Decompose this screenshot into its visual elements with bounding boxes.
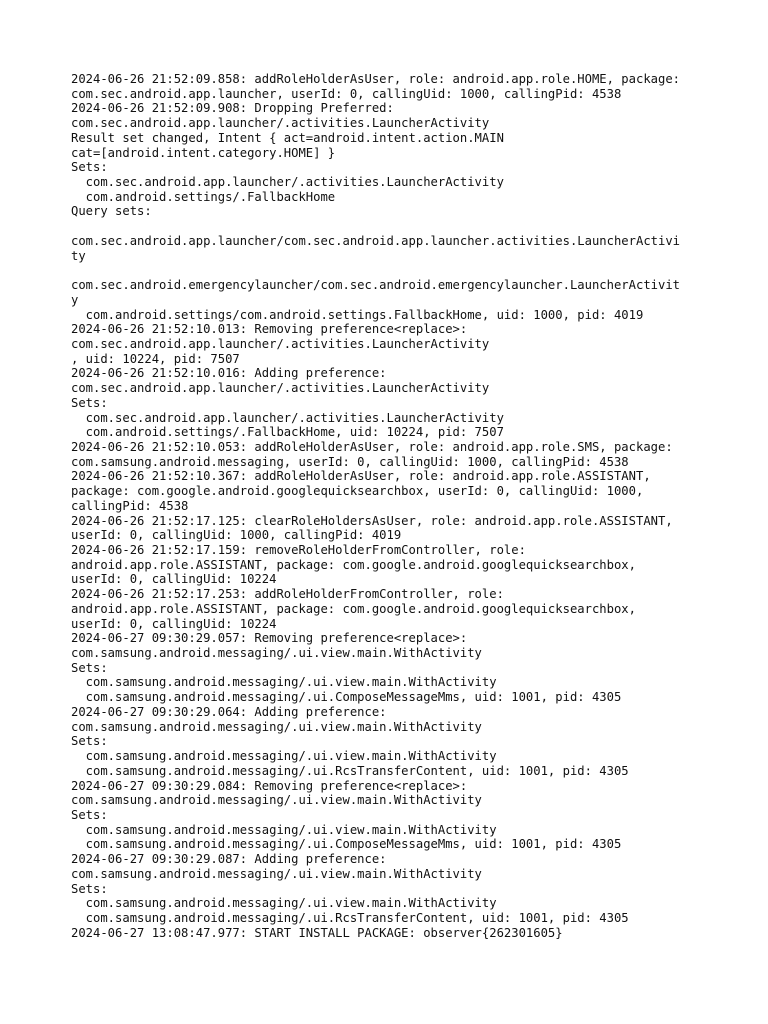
log-line: com.sec.android.app.launcher/com.sec.android.app.launcher.activities.LauncherActivi bbox=[71, 233, 681, 248]
log-line: Sets: bbox=[71, 881, 108, 896]
log-line: 2024-06-27 09:30:29.084: Removing preference<replace>: bbox=[71, 778, 468, 793]
log-line: 2024-06-27 09:30:29.057: Removing preference<replace>: bbox=[71, 631, 468, 646]
log-line: 2024-06-26 21:52:09.908: Dropping Preferred: bbox=[71, 101, 394, 116]
log-line: userId: 0, callingUid: 10224 bbox=[71, 616, 277, 631]
log-line: 2024-06-26 21:52:17.253: addRoleHolderFromController, role: bbox=[71, 587, 504, 602]
log-line: com.samsung.android.messaging/.ui.ComposeMessageMms, uid: 1001, pid: 4305 bbox=[71, 690, 622, 705]
log-line: com.samsung.android.messaging/.ui.view.main.WithActivity bbox=[71, 793, 482, 808]
log-line: Sets: bbox=[71, 160, 108, 175]
log-line bbox=[71, 219, 711, 234]
log-line: 2024-06-26 21:52:17.159: removeRoleHolderFromController, role: bbox=[71, 543, 526, 557]
log-line: y bbox=[71, 292, 79, 307]
log-line: com.sec.android.app.launcher/.activities.LauncherActivity bbox=[71, 116, 490, 131]
log-line: com.samsung.android.messaging/.ui.view.main.WithActivity bbox=[71, 822, 497, 837]
log-line: com.android.settings/.FallbackHome, uid: 10224, pid: 7507 bbox=[71, 425, 504, 440]
log-line: com.samsung.android.messaging/.ui.view.main.WithActivity bbox=[71, 675, 497, 690]
log-line: userId: 0, callingUid: 1000, callingPid: 4019 bbox=[71, 528, 402, 543]
log-line: 2024-06-27 09:30:29.064: Adding preference: bbox=[71, 704, 387, 719]
log-line: 2024-06-27 09:30:29.087: Adding preference: bbox=[71, 852, 387, 867]
log-line: 2024-06-27 13:08:47.977: START INSTALL PACKAGE: observer{262301605} bbox=[71, 925, 563, 940]
log-line: 2024-06-26 21:52:10.367: addRoleHolderAsUser, role: android.app.role.ASSISTANT, bbox=[71, 469, 651, 484]
log-line: 2024-06-26 21:52:10.053: addRoleHolderAsUser, role: android.app.role.SMS, package: bbox=[71, 439, 673, 454]
log-line: com.android.settings/.FallbackHome bbox=[71, 189, 336, 204]
log-line: com.sec.android.app.launcher/.activities.LauncherActivity bbox=[71, 410, 504, 425]
log-line: cat=[android.intent.category.HOME] } bbox=[71, 145, 336, 160]
log-line: com.sec.android.app.launcher, userId: 0, callingUid: 1000, callingPid: 4538 bbox=[71, 86, 622, 101]
log-line: 2024-06-26 21:52:09.858: addRoleHolderAsUser, role: android.app.role.HOME, package: bbox=[71, 72, 681, 86]
log-line: Sets: bbox=[71, 395, 108, 410]
log-line: 2024-06-26 21:52:10.016: Adding preference: bbox=[71, 366, 387, 381]
log-line: com.android.settings/com.android.settings.FallbackHome, uid: 1000, pid: 4019 bbox=[71, 307, 644, 322]
log-document bbox=[71, 72, 711, 940]
log-line bbox=[71, 263, 711, 278]
log-line: com.sec.android.app.launcher/.activities.LauncherActivity bbox=[71, 336, 490, 351]
log-line: com.samsung.android.messaging/.ui.view.main.WithActivity bbox=[71, 866, 482, 881]
log-line: com.samsung.android.messaging/.ui.ComposeMessageMms, uid: 1001, pid: 4305 bbox=[71, 837, 622, 852]
log-line: Sets: bbox=[71, 660, 108, 675]
log-line: com.sec.android.app.launcher/.activities.LauncherActivity bbox=[71, 381, 490, 396]
log-line: userId: 0, callingUid: 10224 bbox=[71, 572, 277, 587]
log-line: Query sets: bbox=[71, 204, 152, 219]
log-line: com.samsung.android.messaging/.ui.view.main.WithActivity bbox=[71, 749, 497, 764]
log-line: 2024-06-26 21:52:17.125: clearRoleHoldersAsUser, role: android.app.role.ASSISTANT, bbox=[71, 513, 673, 528]
log-line: android.app.role.ASSISTANT, package: com.google.android.googlequicksearchbox, bbox=[71, 557, 636, 572]
log-line: com.samsung.android.messaging/.ui.view.main.WithActivity bbox=[71, 646, 482, 661]
log-line: ty bbox=[71, 248, 86, 263]
log-line: Sets: bbox=[71, 734, 108, 749]
log-line: Sets: bbox=[71, 807, 108, 822]
log-line: com.sec.android.app.launcher/.activities.LauncherActivity bbox=[71, 175, 504, 190]
log-line: com.samsung.android.messaging/.ui.view.main.WithActivity bbox=[71, 719, 482, 734]
log-line: com.samsung.android.messaging/.ui.view.main.WithActivity bbox=[71, 896, 497, 911]
log-line: 2024-06-26 21:52:10.013: Removing preference<replace>: bbox=[71, 322, 468, 337]
log-line: , uid: 10224, pid: 7507 bbox=[71, 351, 240, 366]
log-line: com.samsung.android.messaging/.ui.RcsTransferContent, uid: 1001, pid: 4305 bbox=[71, 763, 629, 778]
log-line: package: com.google.android.googlequicksearchbox, userId: 0, callingUid: 1000, bbox=[71, 484, 644, 499]
log-line: callingPid: 4538 bbox=[71, 498, 189, 513]
log-line: com.sec.android.emergencylauncher/com.sec.android.emergencylauncher.LauncherActivit bbox=[71, 278, 681, 293]
log-line: android.app.role.ASSISTANT, package: com.google.android.googlequicksearchbox, bbox=[71, 601, 636, 616]
log-line: com.samsung.android.messaging/.ui.RcsTransferContent, uid: 1001, pid: 4305 bbox=[71, 910, 629, 925]
log-line: com.samsung.android.messaging, userId: 0, callingUid: 1000, callingPid: 4538 bbox=[71, 454, 629, 469]
log-line: Result set changed, Intent { act=android.intent.action.MAIN bbox=[71, 130, 504, 145]
